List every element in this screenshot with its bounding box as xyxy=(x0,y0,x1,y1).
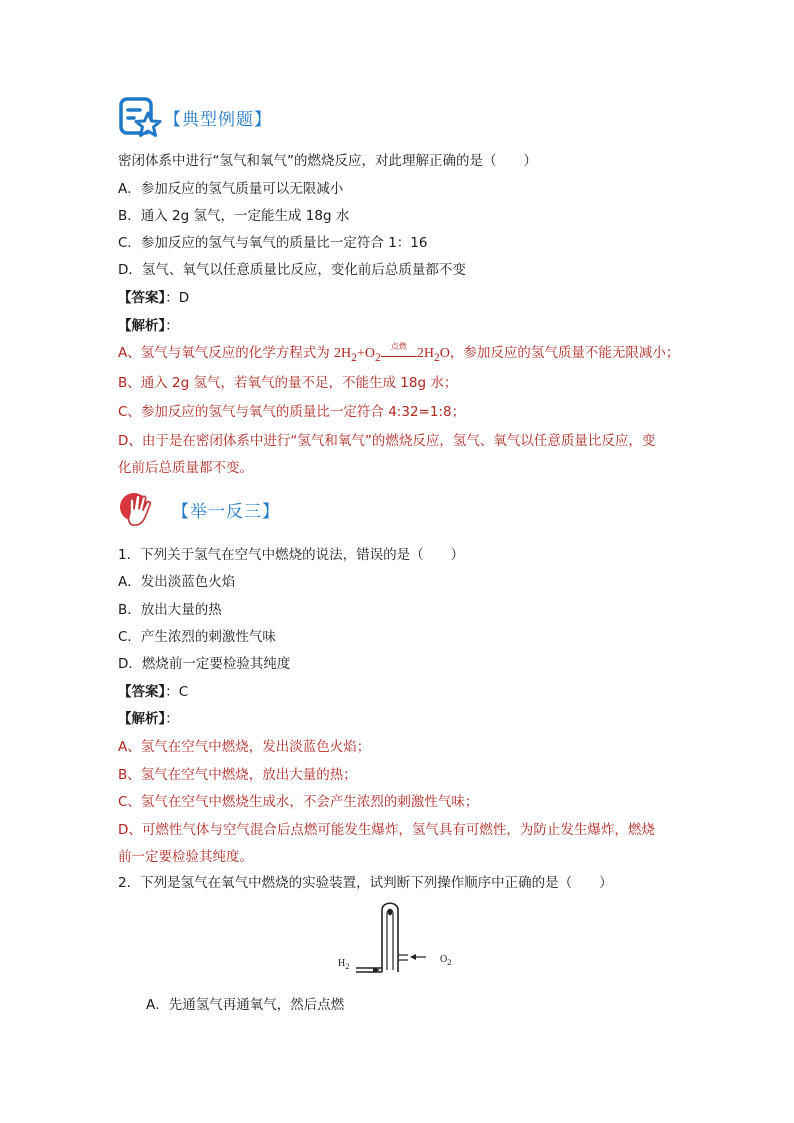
q1-option-a: A．发出淡蓝色火焰 xyxy=(118,574,236,590)
analysis-label: 【解析】 xyxy=(118,318,166,334)
answer-value: ：C xyxy=(165,684,189,700)
chemical-equation: $2H_2+O_2$ 点燃 $2H_2O$ xyxy=(334,342,450,364)
section2-header xyxy=(118,489,280,529)
q1-option-d: D．燃烧前一定要检验其纯度 xyxy=(118,656,291,672)
q1-analysis-a: A、氢气在空气中燃烧，发出淡蓝色火焰； xyxy=(118,739,371,755)
answer-label: 【答案】 xyxy=(118,290,166,306)
example-question: 密闭体系中进行“氢气和氧气”的燃烧反应，对此理解正确的是（ ） xyxy=(118,153,537,169)
checklist-star-icon xyxy=(118,96,162,138)
q2-question: 2．下列是氢气在氧气中燃烧的实验装置，试判断下列操作顺序中正确的是（ ） xyxy=(118,875,613,891)
q1-analysis-d-line2: 前一定要检验其纯度。 xyxy=(118,849,253,865)
q1-answer xyxy=(118,683,188,701)
q1-analysis-c: C、氢气在空气中燃烧生成水，不会产生浓烈的刺激性气味； xyxy=(118,794,479,810)
q1-analysis-heading xyxy=(118,710,179,728)
combustion-apparatus-diagram xyxy=(330,898,470,982)
section1-title: 【典型例题】 xyxy=(164,109,272,130)
q2-option-a: A．先通氢气再通氧气，然后点燃 xyxy=(146,997,345,1013)
q1-analysis-b: B、氢气在空气中燃烧，放出大量的热； xyxy=(118,767,357,783)
example-option-b: B．通入 2g 氢气，一定能生成 18g 水 xyxy=(118,208,350,224)
q1-question: 1．下列关于氢气在空气中燃烧的说法，错误的是（ ） xyxy=(118,547,465,563)
example-analysis-heading xyxy=(118,317,179,335)
example-option-a: A．参加反应的氢气质量可以无限减小 xyxy=(118,181,344,197)
analysis-colon: ： xyxy=(165,711,179,727)
analysis-colon: ： xyxy=(165,318,179,334)
example-option-c: C．参加反应的氢气与氧气的质量比一定符合 1：16 xyxy=(118,235,428,251)
q1-analysis-d-line1: D、可燃性气体与空气混合后点燃可能发生爆炸，氢气具有可燃性，为防止发生爆炸，燃烧 xyxy=(118,822,655,838)
example-analysis-d-line1: D、由于是在密闭体系中进行“氢气和氧气”的燃烧反应，氢气、氧气以任意质量比反应，变 xyxy=(118,433,656,449)
reaction-condition: 点燃 xyxy=(381,347,417,357)
example-analysis-c: C、参加反应的氢气与氧气的质量比一定符合 4:32=1:8； xyxy=(118,404,466,420)
analysis-label: 【解析】 xyxy=(118,711,166,727)
example-option-d: D．氢气、氧气以任意质量比反应，变化前后总质量都不变 xyxy=(118,262,466,278)
section2-title: 【举一反三】 xyxy=(172,501,280,522)
example-analysis-d-line2: 化前后总质量都不变。 xyxy=(118,460,253,476)
answer-label: 【答案】 xyxy=(118,684,166,700)
o2-label: $O_2$ xyxy=(440,954,452,967)
example-analysis-a: A、氢气与氧气反应的化学方程式为 $2H_2+O_2$ 点燃 $2H_2O$，参加反应的氢气质量不能无限减小； xyxy=(118,342,680,364)
example-analysis-b: B、通入 2g 氢气，若氧气的量不足，不能生成 18g 水； xyxy=(118,375,458,391)
q1-option-c: C．产生浓烈的刺激性气味 xyxy=(118,629,276,645)
section1-header xyxy=(118,96,272,138)
q1-option-b: B．放出大量的热 xyxy=(118,602,222,618)
answer-value: ：D xyxy=(165,290,190,306)
example-answer xyxy=(118,289,189,307)
h2-label: $H_2$ xyxy=(338,958,350,971)
hand-gesture-icon xyxy=(118,489,164,529)
